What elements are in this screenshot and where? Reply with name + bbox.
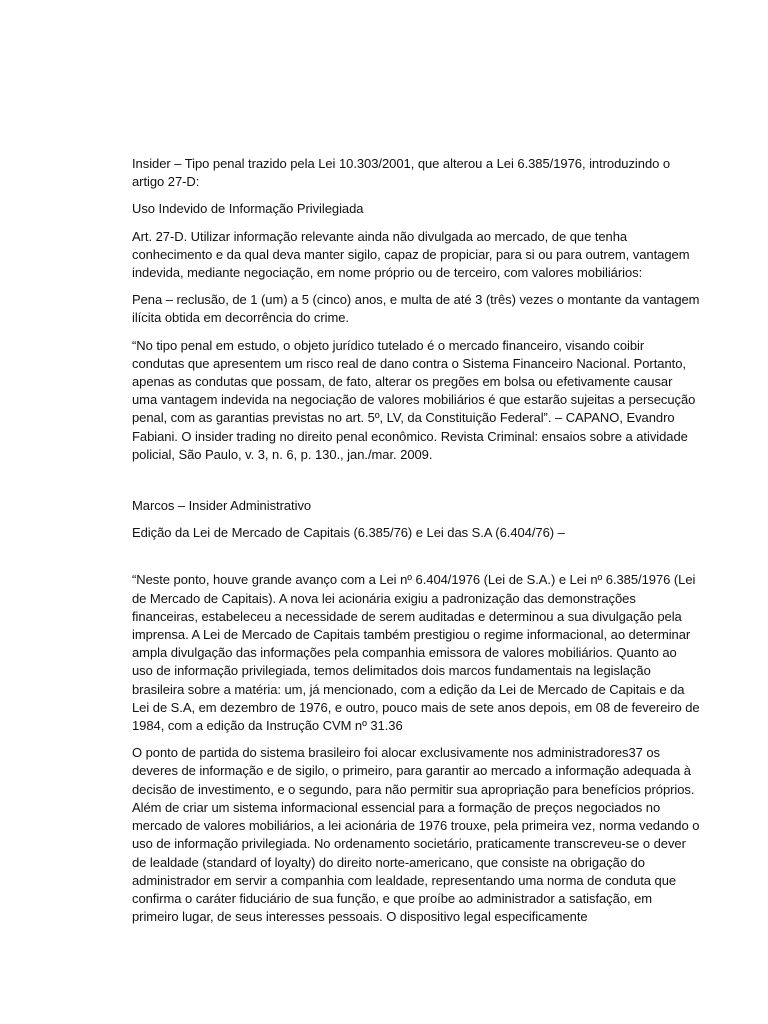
spacer	[132, 551, 700, 571]
document-body	[132, 155, 700, 935]
body-paragraph: O ponto de partida do sistema brasileiro foi alocar exclusivamente nos administradores37 os deveres de informação e de sigilo, o primeiro, para garantir ao mercado a informação adequada à decisão de investimento, e o segundo, para não permitir sua apropriação para benefícios próprios. Além de criar um sistema informacional essencial para a formação de preços negociados no mercado de valores mobiliários, a lei acionária de 1976 trouxe, pela primeira vez, norma vedando o uso de informação privilegiada. No ordenamento societário, praticamente transcreveu-se o dever de lealdade (standard of loyalty) do direito norte-americano, que consiste na obrigação do administrador em servir a companhia com lealdade, representando uma norma de conduta que confirma o caráter fiduciário de sua função, e que proíbe ao administrador a satisfação, em primeiro lugar, de seus interesses pessoais. O dispositivo legal especificamente	[132, 745, 700, 925]
article-paragraph: Art. 27-D. Utilizar informação relevante ainda não divulgada ao mercado, de que tenha conhecimento e da qual deva manter sigilo, capaz de propiciar, para si ou para outrem, vantagem indevida, mediante negociação, em nome próprio ou de terceiro, com valores mobiliários:	[132, 228, 690, 281]
spacer	[132, 473, 700, 497]
intro-paragraph: Insider – Tipo penal trazido pela Lei 10.303/2001, que alterou a Lei 6.385/1976, introduzindo o artigo 27-D:	[132, 156, 671, 190]
quote-paragraph: “No tipo penal em estudo, o objeto jurídico tutelado é o mercado financeiro, visando coibir condutas que apresentem um risco real de dano contra o Sistema Financeiro Nacional. Portanto, apenas as condutas que possam, de fato, alterar os pregões em bolsa ou efetivamente causar uma vantagem indevida na negociação de valores mobiliários é que estarão sujeitas a persecução penal, com as garantias previstas no art. 5º, LV, da Constituição Federal”. – CAPANO, Evandro Fabiani. O insider trading no direito penal econômico. Revista Criminal: ensaios sobre a atividade policial, São Paulo, v. 3, n. 6, p. 130., jan./mar. 2009.	[132, 337, 696, 462]
edition-paragraph: Edição da Lei de Mercado de Capitais (6.385/76) e Lei das S.A (6.404/76) –	[132, 525, 565, 541]
section-heading: Uso Indevido de Informação Privilegiada	[132, 201, 364, 217]
section-heading-marcos: Marcos – Insider Administrativo	[132, 498, 312, 514]
quote-paragraph-2: “Neste ponto, houve grande avanço com a Lei nº 6.404/1976 (Lei de S.A.) e Lei nº 6.385/1976 (Lei de Mercado de Capitais). A nova lei acionária exigiu a padronização das demonstrações financeiras, estabeleceu a necessidade de serem auditadas e determinou a sua divulgação pela imprensa. A Lei de Mercado de Capitais também prestigiou o regime informacional, ao determinar ampla divulgação das informações pela companhia emissora de valores mobiliários. Quanto ao uso de informação privilegiada, temos delimitados dois marcos fundamentais na legislação brasileira sobre a matéria: um, já mencionado, com a edição da Lei de Mercado de Capitais e da Lei de S.A, em dezembro de 1976, e outro, pouco mais de sete anos depois, em 08 de fevereiro de 1984, com a edição da Instrução CVM nº 31.36	[132, 572, 700, 734]
penalty-paragraph: Pena – reclusão, de 1 (um) a 5 (cinco) anos, e multa de até 3 (três) vezes o montante da vantagem ilícita obtida em decorrência do crime.	[132, 292, 700, 326]
